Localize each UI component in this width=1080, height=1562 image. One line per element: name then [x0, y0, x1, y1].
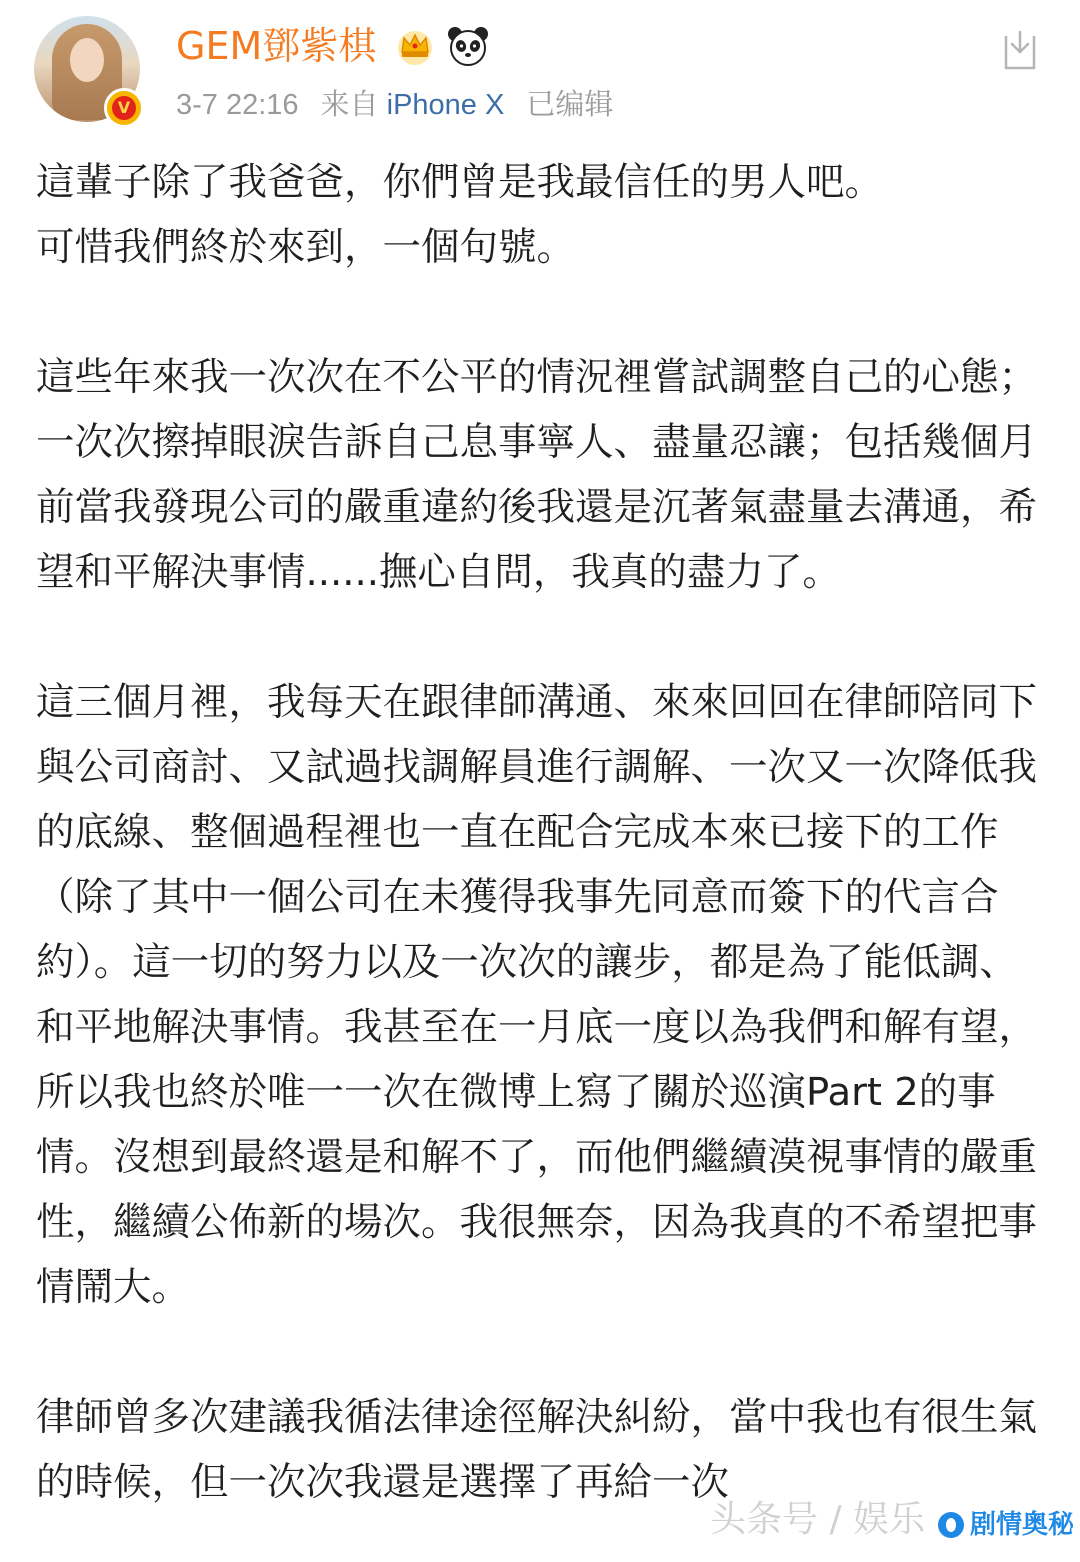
author-name[interactable]: GEM鄧紫棋: [176, 24, 377, 68]
post-body: [36, 150, 1046, 1515]
watermark-ghost-text: 头条号 / 娱乐: [710, 1499, 926, 1540]
post-paragraph: 律師曾多次建議我循法律途徑解決糾紛，當中我也有很生氣的時候，但一次次我還是選擇了再給一次: [36, 1395, 1038, 1505]
post-header: [0, 0, 1080, 140]
source-prefix: 来自: [320, 89, 379, 121]
post-meta: [176, 86, 613, 124]
more-options-icon[interactable]: [996, 26, 1044, 74]
post-paragraph: 這些年來我一次次在不公平的情況裡嘗試調整自己的心態；一次次擦掉眼淚告訴自己息事寧人、盡量忍讓；包括幾個月前當我發現公司的嚴重違約後我還是沉著氣盡量去溝通，希望和平解決事情......撫心自問，我真的盡力了。: [36, 355, 1038, 595]
watermark: [700, 1492, 1080, 1552]
watermark-brand: [932, 1506, 1080, 1544]
edited-label[interactable]: 已编辑: [526, 89, 614, 121]
brand-logo-icon: [938, 1512, 964, 1538]
panda-icon: [446, 24, 490, 68]
verified-mark: V: [112, 96, 136, 120]
device-link[interactable]: iPhone X: [386, 89, 505, 121]
post-paragraph: 這輩子除了我爸爸，你們曾是我最信任的男人吧。 可惜我們終於來到，一個句號。: [36, 160, 884, 270]
post-paragraph: 這三個月裡，我每天在跟律師溝通、來來回回在律師陪同下與公司商討、又試過找調解員進行調解、一次又一次降低我的底線、整個過程裡也一直在配合完成本來已接下的工作（除了其中一個公司在未獲得我事先同意而簽下的代言合約）。這一切的努力以及一次次的讓步，都是為了能低調、和平地解決事情。我甚至在一月底一度以為我們和解有望，所以我也終於唯一一次在微博上寫了關於巡演Part 2的事情。沒想到最終還是和解不了，而他們繼續漠視事情的嚴重性，繼續公佈新的場次。我很無奈，因為我真的不希望把事情鬧大。: [36, 680, 1038, 1310]
verified-badge-icon: [104, 88, 144, 128]
avatar-face: [70, 38, 104, 82]
post-timestamp: 3-7 22:16: [176, 89, 299, 121]
crown-icon: [394, 26, 436, 66]
watermark-brand-text: 剧情奥秘: [970, 1510, 1075, 1540]
